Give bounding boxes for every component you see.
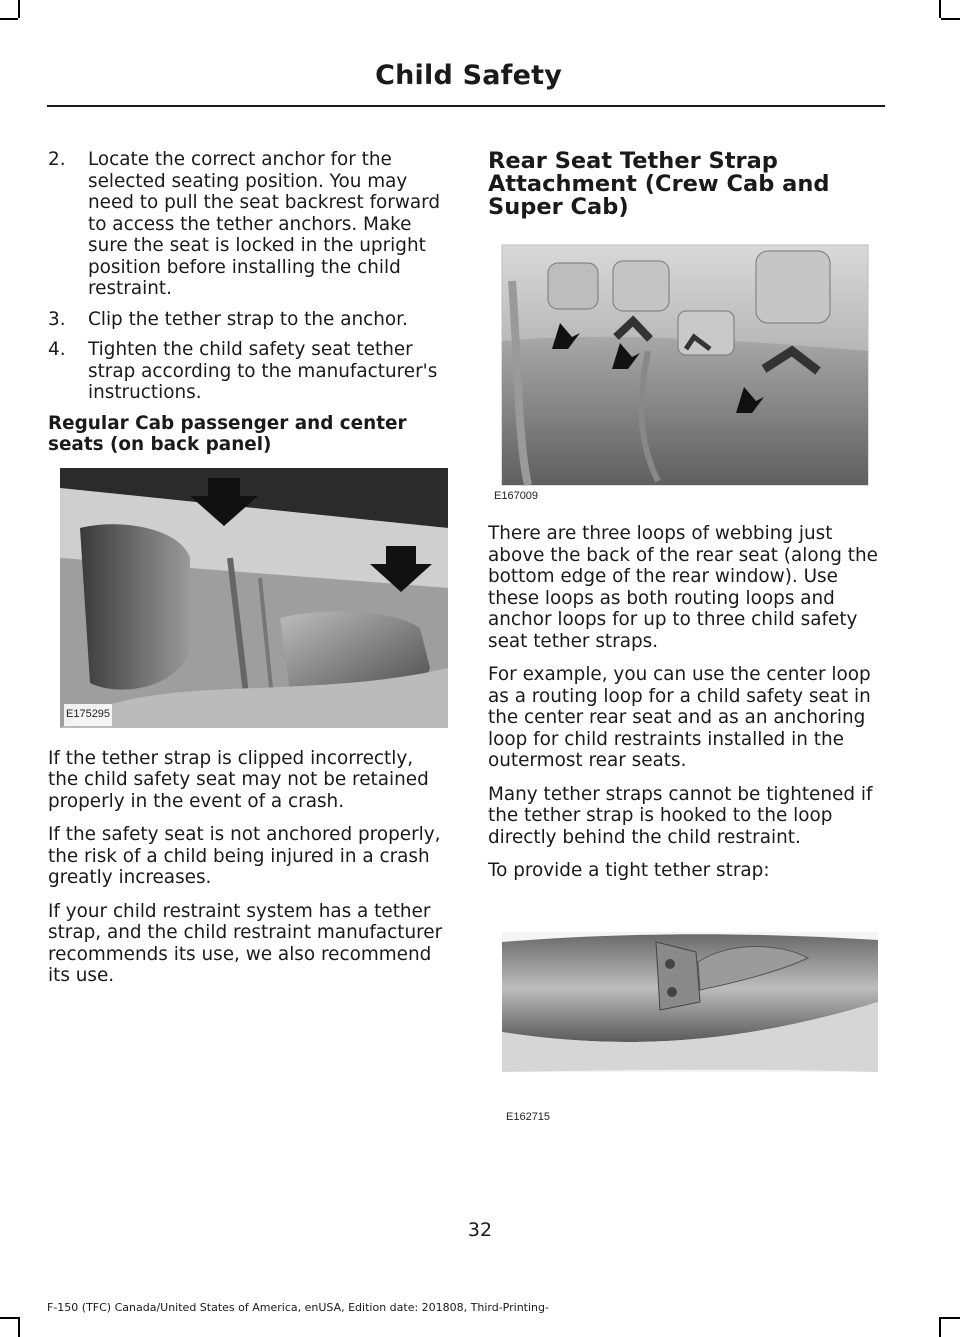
back-panel-illustration — [60, 468, 448, 728]
figure-id: E175295 — [64, 704, 112, 726]
figure-tight-tether-strap — [488, 922, 882, 1132]
paragraph: If the tether strap is clipped incorrectly, the child safety seat may not be retained properly in the event of a crash. — [48, 747, 429, 812]
crop-mark — [0, 1317, 18, 1319]
paragraph: If your child restraint system has a tether strap, and the child restraint manufacturer recommends its use, we also recommend its use. — [48, 900, 443, 986]
figure-id: E162715 — [504, 1107, 552, 1129]
rear-seat-illustration — [488, 241, 876, 503]
paragraph: There are three loops of webbing just above the back of the rear seat (along the bottom edge of the rear window). Use these loops as both routing loops and anchor loops for up to three child safety seat tether straps. — [488, 523, 878, 652]
section-heading: Rear Seat Tether Strap Attachment (Crew Cab and Super Cab) — [488, 148, 830, 220]
paragraph: For example, you can use the center loop as a routing loop for a child safety seat in the center rear seat and as an anchoring loop for child restraints installed in the outermost rear seats. — [488, 664, 871, 771]
instruction-steps — [48, 149, 448, 404]
tether-strap-illustration — [488, 922, 882, 1102]
crop-mark — [939, 1317, 941, 1337]
crop-mark — [939, 0, 941, 18]
right-column — [488, 150, 882, 1132]
paragraph: If the safety seat is not anchored properly, the risk of a child being injured in a crash greatly increases. — [48, 824, 441, 888]
paragraph: Many tether straps cannot be tightened if the tether strap is hooked to the loop directly behind the child restraint. — [488, 783, 873, 848]
page-footer: F-150 (TFC) Canada/United States of America, enUSA, Edition date: 201808, Third-Printing- — [47, 1301, 549, 1314]
subheading: Regular Cab passenger and center seats (on back panel) — [48, 412, 407, 455]
crop-mark — [0, 18, 18, 20]
crop-mark — [18, 1317, 20, 1337]
left-column — [48, 149, 448, 999]
crop-mark — [941, 1317, 960, 1319]
crop-mark — [18, 0, 20, 18]
paragraph: To provide a tight tether strap: — [488, 860, 770, 881]
header-divider — [47, 105, 885, 107]
list-item: 4. Tighten the child safety seat tether strap according to the manufacturer's instructions. — [48, 339, 438, 403]
figure-back-panel-anchors — [60, 468, 448, 728]
figure-id: E167009 — [492, 486, 540, 508]
list-item: 3. Clip the tether strap to the anchor. — [48, 308, 408, 330]
crop-mark — [941, 18, 960, 20]
figure-rear-seat-loops — [488, 241, 876, 503]
page-title: Child Safety — [375, 60, 562, 91]
list-item: 2. Locate the correct anchor for the selected seating position. You may need to pull the seat backrest forward to access the tether anchors. Make sure the seat is locked in the upright position before installing the child restraint. — [48, 149, 441, 299]
page-number: 32 — [467, 1219, 493, 1241]
